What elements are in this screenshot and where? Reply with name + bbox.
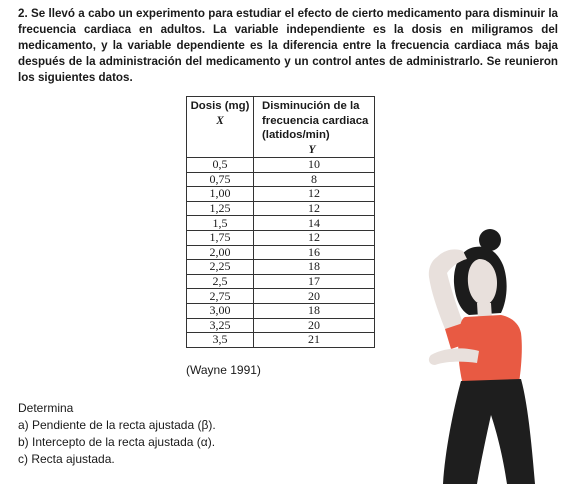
dose-column-header [187, 97, 254, 158]
data-table [186, 96, 375, 348]
heart-rate-cell: 16 [254, 245, 375, 260]
table-row [187, 172, 375, 187]
table-row [187, 158, 375, 173]
dose-cell: 2,25 [187, 260, 254, 275]
heart-rate-cell: 20 [254, 289, 375, 304]
dose-cell: 1,5 [187, 216, 254, 231]
table-row [187, 260, 375, 275]
dose-header-label: Dosis (mg) [190, 100, 250, 112]
heart-rate-cell: 18 [254, 260, 375, 275]
heart-rate-cell: 12 [254, 187, 375, 202]
table-header-row [187, 97, 375, 158]
dose-cell: 3,25 [187, 318, 254, 333]
heart-rate-cell: 21 [254, 333, 375, 348]
heart-rate-cell: 14 [254, 216, 375, 231]
table-row [187, 230, 375, 245]
heart-rate-cell: 12 [254, 201, 375, 216]
dose-cell: 2,75 [187, 289, 254, 304]
dose-cell: 0,5 [187, 158, 254, 173]
heart-rate-column-header [254, 97, 375, 158]
dose-cell: 1,75 [187, 230, 254, 245]
dose-cell: 3,00 [187, 303, 254, 318]
table-row [187, 216, 375, 231]
hair-bun-shape [479, 229, 501, 251]
table-row [187, 289, 375, 304]
table-row [187, 245, 375, 260]
dose-cell: 2,00 [187, 245, 254, 260]
heart-rate-cell: 20 [254, 318, 375, 333]
dose-cell: 2,5 [187, 274, 254, 289]
heart-rate-header-label: Disminución de la frecuencia cardiaca (latidos/min) [262, 100, 369, 141]
table-row [187, 303, 375, 318]
table-row [187, 201, 375, 216]
table-row [187, 187, 375, 202]
heart-rate-cell: 17 [254, 274, 375, 289]
heart-rate-cell: 12 [254, 230, 375, 245]
heart-rate-variable-label: Y [308, 143, 316, 156]
dose-cell: 1,00 [187, 187, 254, 202]
heart-rate-cell: 10 [254, 158, 375, 173]
table-row [187, 274, 375, 289]
tasks-title: Determina [18, 401, 74, 415]
woman-illustration [395, 225, 545, 484]
table-row [187, 333, 375, 348]
dose-variable-label: X [216, 114, 224, 127]
table-row [187, 318, 375, 333]
task-item-a: a) Pendiente de la recta ajustada (β). [18, 418, 216, 432]
problem-statement: 2. Se llevó a cabo un experimento para estudiar el efecto de cierto medicamento para disminuir la frecuencia cardiaca en adultos. La variable independiente es la dosis en miligramos del medicamento, y la variable dependiente es la diferencia entre la frecuencia cardiaca más baja después de la administración del medicamento y un control antes de administrarlo. Se reunieron los siguientes datos. [18, 7, 558, 84]
dose-cell: 0,75 [187, 172, 254, 187]
tasks-section [18, 400, 216, 468]
dose-cell: 3,5 [187, 333, 254, 348]
table-source: (Wayne 1991) [186, 363, 261, 377]
pants-shape [443, 379, 535, 484]
task-item-c: c) Recta ajustada. [18, 452, 115, 466]
dose-cell: 1,25 [187, 201, 254, 216]
heart-rate-cell: 8 [254, 172, 375, 187]
heart-rate-cell: 18 [254, 303, 375, 318]
task-item-b: b) Intercepto de la recta ajustada (α). [18, 435, 216, 449]
table-body [187, 158, 375, 348]
